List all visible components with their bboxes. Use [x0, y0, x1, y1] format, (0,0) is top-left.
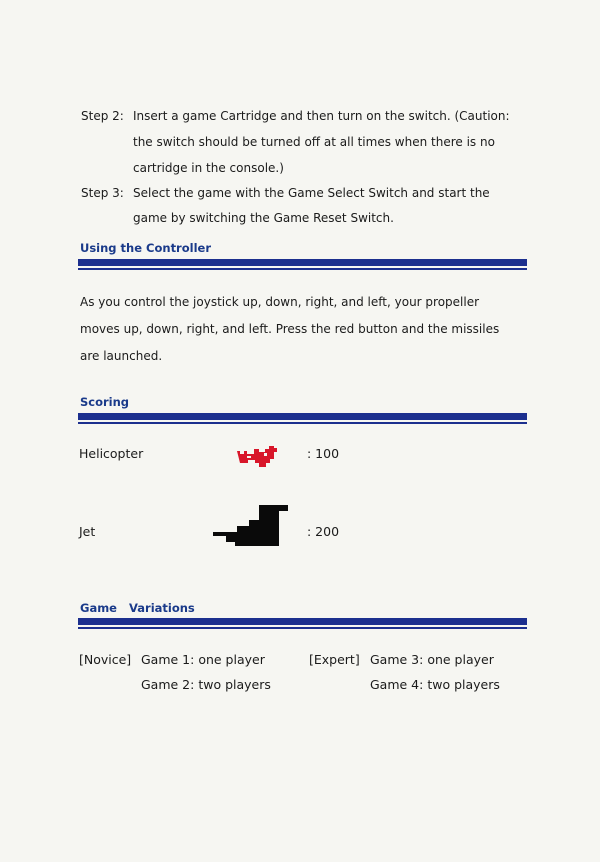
- step-text-line: cartridge in the console.): [133, 161, 284, 175]
- novice-label: [Novice]: [79, 652, 132, 667]
- heading-rule: [78, 259, 527, 266]
- helicopter-sprite-icon: [235, 443, 281, 467]
- paragraph-line: moves up, down, right, and left. Press the red button and the missiles: [80, 322, 500, 336]
- heading-rule: [78, 618, 527, 625]
- heading-rule-thin: [78, 268, 527, 270]
- heading-rule: [78, 413, 527, 420]
- heading-rule-thin: [78, 422, 527, 424]
- jet-points: : 200: [307, 524, 340, 539]
- paragraph-line: As you control the joystick up, down, right, and left, your propeller: [80, 295, 480, 309]
- game-1-option: Game 1: one player: [141, 652, 265, 667]
- step-text-line: Insert a game Cartridge and then turn on the switch. (Caution:: [133, 109, 510, 123]
- jet-sprite-icon: [213, 505, 291, 547]
- expert-label: [Expert]: [309, 652, 360, 667]
- heading-rule-thin: [78, 627, 527, 629]
- helicopter-points: : 100: [307, 446, 340, 461]
- step-label: Step 2:: [81, 109, 124, 123]
- game-3-option: Game 3: one player: [370, 652, 494, 667]
- step-text-line: Select the game with the Game Select Switch and start the: [133, 186, 490, 200]
- helicopter-label: Helicopter: [79, 446, 144, 461]
- step-label: Step 3:: [81, 186, 124, 200]
- scoring-heading: Scoring: [80, 395, 130, 409]
- controller-heading: Using the Controller: [80, 241, 211, 255]
- variations-heading: Game Variations: [80, 601, 195, 615]
- paragraph-line: are launched.: [80, 349, 163, 363]
- game-4-option: Game 4: two players: [370, 677, 500, 692]
- controller-paragraph: [80, 289, 530, 370]
- jet-label: Jet: [79, 524, 96, 539]
- step-text-line: the switch should be turned off at all times when there is no: [133, 135, 495, 149]
- step-text-line: game by switching the Game Reset Switch.: [133, 211, 394, 225]
- game-2-option: Game 2: two players: [141, 677, 271, 692]
